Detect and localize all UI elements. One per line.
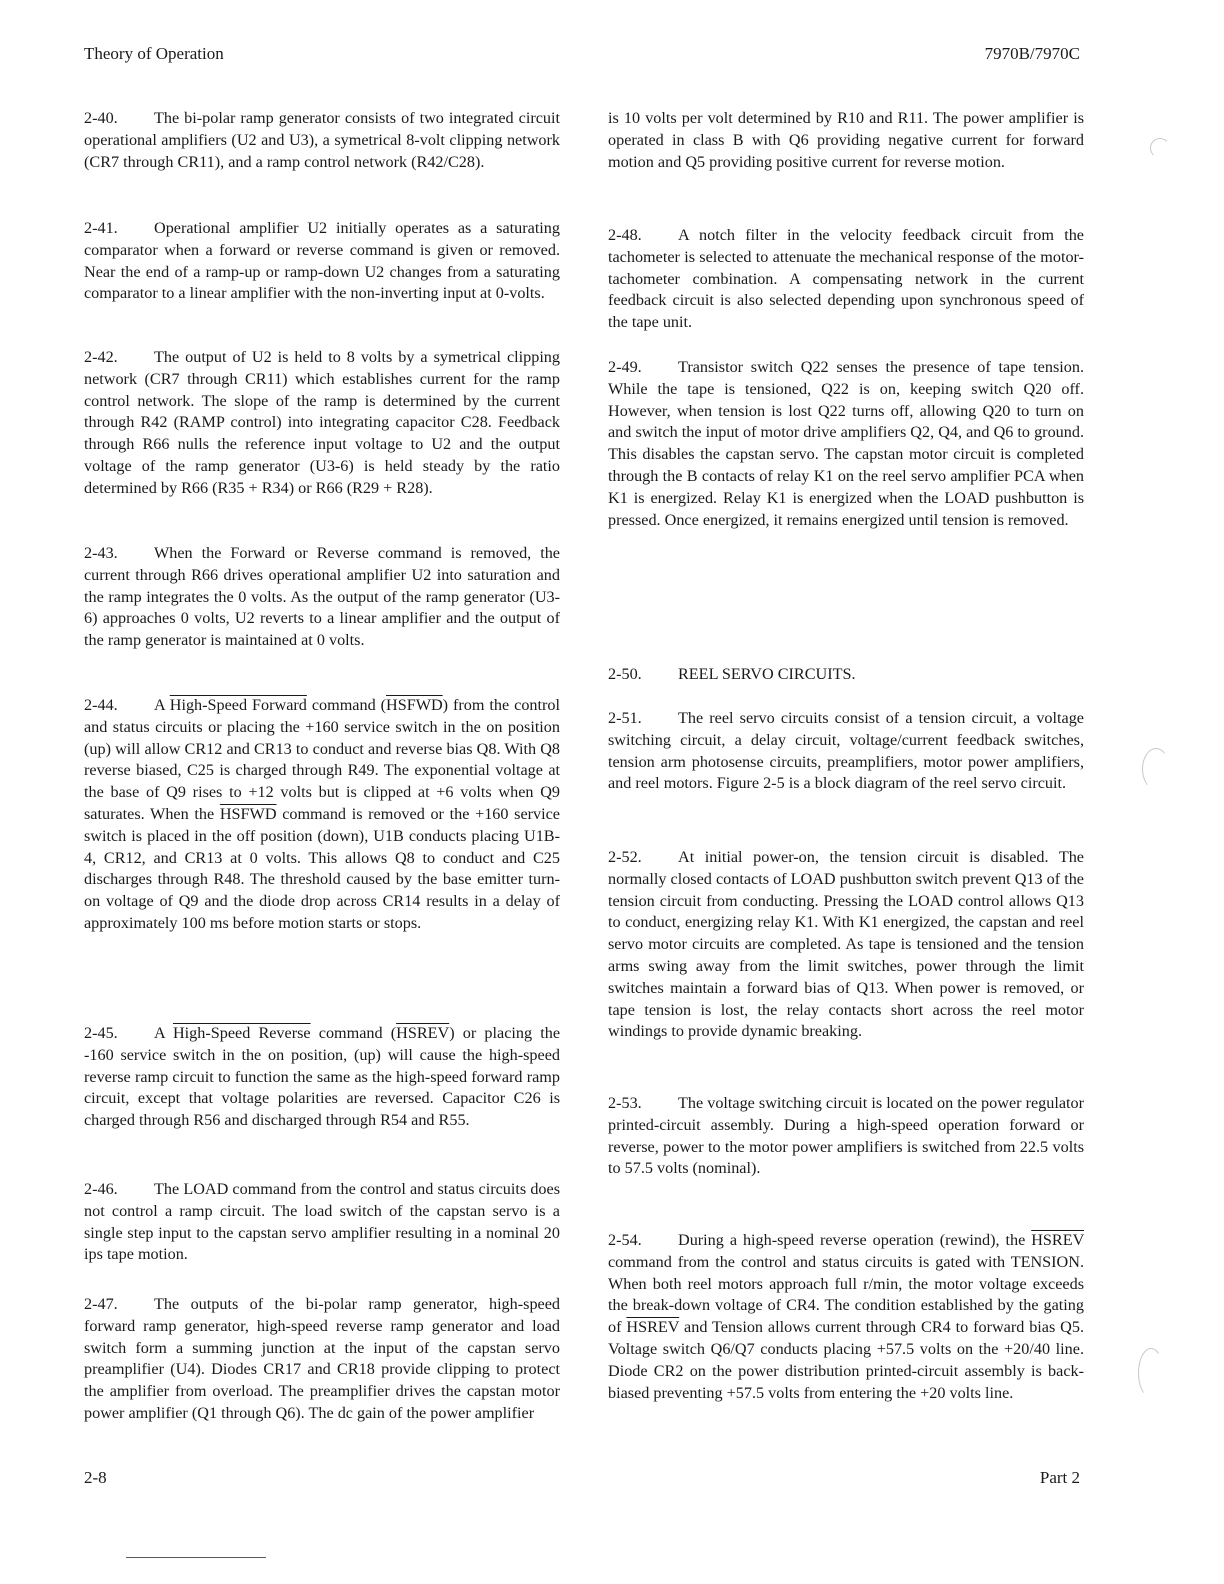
paragraph-2-43: 2-43. When the Forward or Reverse command is removed, the current through R66 drives operational amplifier U2 into saturation and the ramp integrates the 0 volts. As the output of the ramp generator (U3-6) approaches 0 volts, U2 reverts to a linear amplifier and the output of the ramp generator is maintained at 0 volts. <box>84 544 560 650</box>
paragraph-2-44: 2-44. A High-Speed Forward command (HSFWD) from the control and status circuits or placing the +160 service switch in the on position (up) will allow CR12 and CR13 to conduct and reverse bias Q8. With Q8 reverse biased, C25 is charged through R49. The exponential voltage at the base of Q9 rises to +12 volts but is clipped at +6 volts when Q9 saturates. When the HSFWD command is removed or the +160 service switch is placed in the off position (down), U1B conducts placing U1B-4, CR12, and CR13 at 0 volts. This allows Q8 to conduct and C25 discharges through R48. The threshold caused by the base emitter turn-on voltage of Q9 and the diode drop across CR14 results in a delay of approximately 100 ms before motion starts or stops. <box>84 696 561 932</box>
page-number: 2-8 <box>84 1468 107 1487</box>
scan-artifact <box>1142 748 1170 790</box>
page-header <box>84 44 1080 64</box>
paragraph-2-52: 2-52. At initial power-on, the tension circuit is disabled. The normally closed contacts of LOAD pushbutton switch prevent Q13 of the tension circuit from conducting. Pressing the LOAD control allows Q13 to conduct, energizing relay K1. With K1 energized, the capstan and reel servo motor circuits are completed. As tape is tensioned and the tension arms swing away from the limit switches, power through the limit switches maintain a forward bias of Q13. When power is removed, or tape tension is lost, the relay contacts short across the reel motor windings to provide dynamic breaking. <box>608 848 1084 1041</box>
paragraph-2-40: 2-40. The bi-polar ramp generator consists of two integrated circuit operational amplifiers (U2 and U3), a symetrical 8-volt clipping network (CR7 through CR11), and a ramp control network (R42/C28). <box>84 109 560 171</box>
footer-rule <box>126 1557 266 1558</box>
paragraph-2-41: 2-41. Operational amplifier U2 initially operates as a saturating comparator when a forward or reverse command is given or removed. Near the end of a ramp-up or ramp-down U2 changes from a saturating comparator to a linear amplifier with the non-inverting input at 0-volts. <box>84 219 560 303</box>
paragraph-2-47: 2-47. The outputs of the bi-polar ramp generator, high-speed forward ramp generator, high-speed reverse ramp generator and load switch form a summing junction at the input of the capstan servo preamplifier (U4). Diodes CR17 and CR18 provide clipping to protect the amplifier from overload. The preamplifier drives the capstan motor power amplifier (Q1 through Q6). The dc gain of the power amplifier <box>84 1295 560 1422</box>
overlined-term: High-Speed Reverse <box>172 1024 311 1042</box>
paragraph-2-42: 2-42. The output of U2 is held to 8 volts by a symetrical clipping network (CR7 through CR11) which establishes current for the ramp control network. The slope of the ramp is determined by the current through R42 (RAMP control) into integrating capacitor C28. Feedback through R66 nulls the reference input voltage to U2 and the output voltage of the ramp generator (U3-6) is held steady by the ratio determined by R66 (R35 + R34) or R66 (R29 + R28). <box>84 348 560 497</box>
overlined-signal: HSREV <box>396 1024 450 1042</box>
paragraph-2-54: 2-54. During a high-speed reverse operation (rewind), the HSREV command from the control and status circuits is gated with TENSION. When both reel motors approach full r/min, the motor voltage exceeds the break-down voltage of CR4. The condition established by the gating of HSREV and Tension allows current through CR4 to forward bias Q5. Voltage switch Q6/Q7 conducts placing +57.5 volts on the +20/40 line. Diode CR2 on the power distribution printed-circuit assembly is back-biased preventing +57.5 volts from entering the +20 volts line. <box>608 1231 1084 1402</box>
part-label: Part 2 <box>1039 1468 1080 1487</box>
section-heading: 2-50. REEL SERVO CIRCUITS. <box>608 665 856 683</box>
scan-artifact <box>1138 1348 1164 1398</box>
paragraph-2-46: 2-46. The LOAD command from the control and status circuits does not control a ramp circuit. The load switch of the capstan servo is a single step input to the capstan servo amplifier resulting in a nominal 20 ips tape motion. <box>84 1180 560 1264</box>
paragraph-2-49: 2-49. Transistor switch Q22 senses the presence of tape tension. While the tape is tensioned, Q22 is on, keeping switch Q20 off. However, when tension is lost Q22 turns off, allowing Q20 to turn on and switch the input of motor drive amplifiers Q2, Q4, and Q6 to ground. This disables the capstan servo. The capstan motor circuit is completed through the B contacts of relay K1 on the reel servo amplifier PCA when K1 is energized. Relay K1 is energized when the LOAD pushbutton is pressed. Once energized, it remains energized until tension is removed. <box>608 358 1084 529</box>
overlined-signal: HSREV <box>1031 1231 1084 1249</box>
paragraph-2-45: 2-45. A High-Speed Reverse command (HSREV) or placing the -160 service switch in the on position, (up) will cause the high-speed reverse ramp circuit to function the same as the high-speed forward ramp circuit, except that voltage polarities are reversed. Capacitor C26 is charged through R56 and discharged through R54 and R55. <box>84 1024 560 1130</box>
paragraph-continuation: is 10 volts per volt determined by R10 and R11. The power amplifier is operated in class B with Q6 providing negative current for forward motion and Q5 providing positive current for reverse motion. <box>608 109 1084 171</box>
paragraph-2-48: 2-48. A notch filter in the velocity feedback circuit from the tachometer is selected to attenuate the mechanical response of the motor-tachometer combination. A compensating network in the current feedback circuit is also selected depending upon synchronous speed of the tape unit. <box>608 226 1084 332</box>
overlined-signal: HSFWD <box>386 696 443 714</box>
overlined-signal: HSFWD <box>219 804 277 823</box>
overlined-term: High-Speed Forward <box>169 696 307 714</box>
header-model-number: 7970B/7970C <box>984 44 1080 63</box>
paragraph-2-53: 2-53. The voltage switching circuit is located on the power regulator printed-circuit assembly. During a high-speed operation forward or reverse, power to the motor power amplifiers is switched from 22.5 volts to 57.5 volts (nominal). <box>608 1094 1084 1178</box>
overlined-signal: HSREV <box>626 1318 680 1337</box>
header-section-title: Theory of Operation <box>84 44 224 63</box>
scan-artifact <box>1150 138 1170 158</box>
paragraph-2-51: 2-51. The reel servo circuits consist of a tension circuit, a voltage switching circuit, a delay circuit, voltage/current feedback switches, tension arm photosense circuits, preamplifiers, motor power amplifiers, and reel motors. Figure 2-5 is a block diagram of the reel servo circuit. <box>608 709 1084 793</box>
page-footer <box>84 1468 1080 1488</box>
